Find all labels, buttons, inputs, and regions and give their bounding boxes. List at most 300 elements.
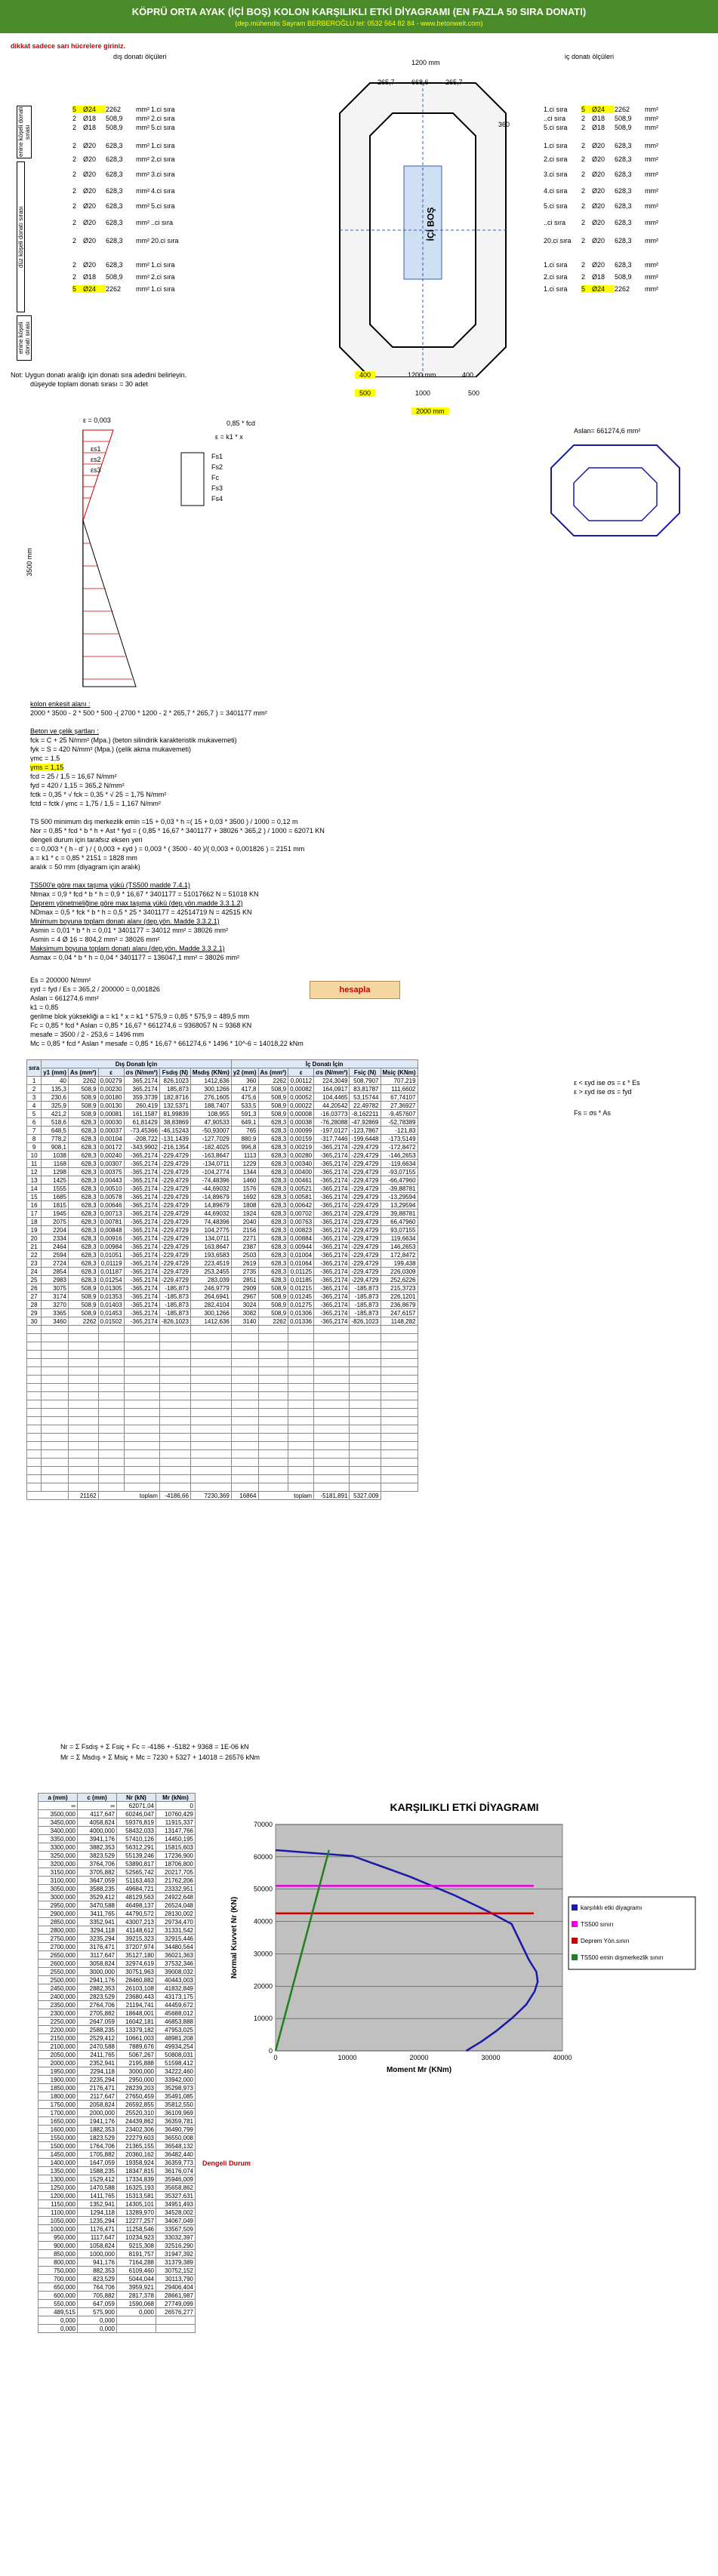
table-row	[27, 1176, 418, 1185]
diagram-cell: 489,515	[39, 2308, 78, 2316]
empty-cell	[381, 1450, 418, 1459]
diagram-cell: 1900,000	[39, 2076, 78, 2084]
col-header: Fsiç (N)	[350, 1068, 381, 1077]
table-cell: 104,2775	[190, 1226, 231, 1234]
table-cell: 15	[27, 1193, 42, 1201]
diagram-cell: 9215,308	[117, 2242, 156, 2250]
rebar-diameter[interactable]: Ø20	[83, 171, 97, 178]
table-cell: 1685	[42, 1193, 69, 1201]
rebar-diameter[interactable]: Ø24	[592, 285, 615, 293]
table-cell: 0,00443	[98, 1176, 124, 1185]
rebar-area: 628,3	[615, 219, 632, 226]
rebar-count[interactable]: 2	[581, 187, 586, 195]
diagram-cell: 550,000	[39, 2300, 78, 2308]
empty-cell	[98, 1434, 124, 1442]
rebar-diameter[interactable]: Ø20	[592, 187, 606, 195]
rebar-diameter[interactable]: Ø20	[592, 171, 606, 178]
table-cell: 0,01306	[288, 1309, 314, 1317]
table-cell: 163,8647	[190, 1243, 231, 1251]
rebar-unit: mm²	[136, 115, 149, 122]
diagram-cell: 28239,203	[117, 2084, 156, 2092]
table-cell: -74,48396	[190, 1176, 231, 1185]
table-cell: 22	[27, 1251, 42, 1259]
rebar-diameter[interactable]: Ø20	[592, 202, 606, 210]
col-header: y2 (mm)	[231, 1068, 258, 1077]
empty-cell	[288, 1351, 314, 1359]
diagram-row	[39, 2092, 196, 2101]
empty-row	[27, 1367, 418, 1376]
table-cell: -365,2174	[314, 1168, 350, 1176]
table-cell: 0,00081	[98, 1110, 124, 1118]
diagram-row	[39, 1877, 196, 1885]
empty-cell	[231, 1409, 258, 1417]
empty-cell	[350, 1326, 381, 1334]
table-cell: 188,7407	[190, 1102, 231, 1110]
table-cell: 628,3	[68, 1226, 98, 1234]
rebar-diameter[interactable]: Ø18	[83, 273, 97, 281]
title-bar	[0, 0, 718, 33]
outer-rebar-row	[72, 219, 269, 226]
empty-cell	[68, 1442, 98, 1450]
diagram-cell: 2100,000	[39, 2043, 78, 2051]
table-cell: 1412,636	[190, 1077, 231, 1085]
diagram-row	[39, 1810, 196, 1818]
diagram-cell: 2058,824	[78, 2101, 117, 2109]
empty-cell	[159, 1475, 190, 1483]
rebar-count[interactable]: 2	[72, 237, 77, 244]
rebar-area: 508,9	[615, 115, 632, 122]
table-cell: -365,2174	[314, 1259, 350, 1268]
diagram-cell: 1250,000	[39, 2184, 78, 2192]
diagram-cell: 2764,706	[78, 2001, 117, 2009]
table-cell: 1460	[231, 1176, 258, 1185]
rebar-count[interactable]: 2	[581, 237, 586, 244]
table-cell: 0,00112	[288, 1077, 314, 1085]
table-cell: 19	[27, 1226, 42, 1234]
table-cell: 508,9	[258, 1102, 288, 1110]
depth-label: 3500 mm	[25, 548, 33, 576]
diagram-row	[39, 2175, 196, 2184]
diagram-cell: 2647,059	[78, 2018, 117, 2026]
diagram-cell: 1600,000	[39, 2126, 78, 2134]
rebar-diameter[interactable]: Ø20	[592, 261, 606, 269]
diagram-cell: 2650,000	[39, 1951, 78, 1960]
empty-cell	[231, 1475, 258, 1483]
fcd-line: fcd = 25 / 1,5 = 16,67 N/mm²	[30, 773, 117, 780]
rebar-diameter[interactable]: Ø20	[83, 219, 97, 226]
outer-rebar-row	[72, 155, 269, 163]
empty-cell	[381, 1400, 418, 1409]
diagram-row	[39, 2084, 196, 2092]
diagram-cell: 41148,612	[117, 1926, 156, 1935]
diagram-cell: 2705,882	[78, 2009, 117, 2018]
empty-cell	[288, 1425, 314, 1434]
rebar-unit: mm²	[136, 155, 149, 163]
diagram-cell: 23402,306	[117, 2126, 156, 2134]
outer-rebar-row	[72, 261, 269, 269]
diagram-cell: 43173,175	[156, 1993, 196, 2001]
empty-row	[27, 1409, 418, 1417]
diagram-cell: 3500,000	[39, 1810, 78, 1818]
empty-cell	[68, 1483, 98, 1492]
empty-cell	[68, 1417, 98, 1425]
empty-cell	[159, 1367, 190, 1376]
diagram-cell: 37207,974	[117, 1943, 156, 1951]
rebar-area: 628,3	[615, 187, 632, 195]
table-cell: 27,36927	[381, 1102, 418, 1110]
rebar-unit: mm²	[645, 273, 658, 281]
table-cell: 628,3	[68, 1251, 98, 1259]
rebar-count[interactable]: 2	[72, 219, 77, 226]
table-cell: 508,9	[258, 1085, 288, 1093]
legend-entry: TS500 emin dışmerkezlik sınırı	[581, 1954, 664, 1961]
diagram-cell: 1200,000	[39, 2192, 78, 2200]
dim-bottom-left: 400	[355, 371, 375, 379]
rebar-unit: mm²	[645, 106, 658, 113]
empty-cell	[258, 1367, 288, 1376]
diagram-row	[39, 2076, 196, 2084]
empty-row	[27, 1467, 418, 1475]
rebar-area: 508,9	[106, 273, 123, 281]
table-cell: -229,4729	[159, 1218, 190, 1226]
table-cell: 8	[27, 1135, 42, 1143]
table-cell: 0,00082	[288, 1085, 314, 1093]
table-cell: 23	[27, 1259, 42, 1268]
empty-cell	[231, 1384, 258, 1392]
diagram-cell: 36021,363	[156, 1951, 196, 1960]
diagram-cell: 20217,705	[156, 1868, 196, 1877]
table-cell: 0,00030	[98, 1118, 124, 1127]
aralik-line[interactable]: aralık = 50 mm (diyagram için aralık)	[30, 863, 140, 871]
table-cell: -229,4729	[350, 1276, 381, 1284]
diagram-cell: 1058,824	[78, 2242, 117, 2250]
empty-row	[27, 1334, 418, 1342]
rebar-diameter[interactable]: Ø20	[592, 142, 606, 149]
outer-rebar-row	[72, 106, 269, 113]
rebar-area: 628,3	[106, 171, 123, 178]
rebar-diameter[interactable]: Ø20	[83, 155, 97, 163]
page-title: KÖPRÜ ORTA AYAK (İÇİ BOŞ) KOLON KARŞILIKLI ETKİ DİYAGRAMI (EN FAZLA 50 SIRA DONATI)	[131, 6, 587, 17]
rebar-diameter[interactable]: Ø20	[83, 142, 97, 149]
empty-cell	[190, 1359, 231, 1367]
table-cell: -365,2174	[124, 1218, 159, 1226]
empty-cell	[190, 1400, 231, 1409]
table-cell: -365,2174	[124, 1259, 159, 1268]
rebar-count[interactable]: 2	[581, 202, 586, 210]
diagram-cell: 33942,000	[156, 2076, 196, 2084]
empty-cell	[68, 1384, 98, 1392]
y-tick-label: 50000	[253, 1885, 273, 1893]
rebar-unit: mm²	[136, 142, 149, 149]
empty-cell	[231, 1434, 258, 1442]
rebar-count[interactable]: 5	[581, 106, 592, 113]
empty-cell	[350, 1351, 381, 1359]
empty-cell	[68, 1475, 98, 1483]
table-cell: 2503	[231, 1251, 258, 1259]
diagram-cell: 26576,277	[156, 2308, 196, 2316]
rebar-area: 2262	[615, 285, 630, 293]
diagram-row	[39, 1893, 196, 1901]
rebar-area: 2262	[106, 106, 122, 113]
empty-cell	[258, 1376, 288, 1384]
diagram-cell: 2352,941	[78, 2059, 117, 2067]
empty-cell	[288, 1359, 314, 1367]
rebar-diameter[interactable]: Ø18	[83, 124, 97, 131]
diagram-cell: 3294,118	[78, 1926, 117, 1935]
diagram-cell: 700,000	[39, 2275, 78, 2283]
diagram-row	[39, 1901, 196, 1910]
empty-cell	[381, 1326, 418, 1334]
eps-k-label: ε = k1 * x	[215, 433, 243, 441]
rebar-unit: mm²	[136, 171, 149, 178]
calculate-button[interactable]: hesapla	[310, 981, 400, 999]
diagram-cell: 12277,257	[117, 2217, 156, 2225]
empty-cell	[314, 1434, 350, 1442]
outer-rebar-row	[72, 202, 269, 210]
table-cell: -365,2174	[124, 1210, 159, 1218]
rebar-diameter[interactable]: Ø20	[83, 187, 97, 195]
total-cell: 16864	[231, 1492, 258, 1500]
rebar-count[interactable]: 2	[581, 124, 586, 131]
diagram-cell: 575,900	[78, 2308, 117, 2316]
empty-cell	[98, 1400, 124, 1409]
diagram-cell: 2950,000	[117, 2076, 156, 2084]
col-header: ε	[288, 1068, 314, 1077]
empty-cell	[98, 1376, 124, 1384]
table-cell: 0,01119	[98, 1259, 124, 1268]
es-line: Es = 200000 N/mm²	[30, 976, 91, 984]
table-cell: -365,2174	[314, 1193, 350, 1201]
rebar-count[interactable]: 2	[72, 171, 77, 178]
diagram-cell: 45688,012	[156, 2009, 196, 2018]
diagram-row	[39, 2051, 196, 2059]
table-cell: -229,4729	[159, 1193, 190, 1201]
rebar-count[interactable]: 2	[581, 115, 586, 122]
diagram-cell: 26524,048	[156, 1901, 196, 1910]
diagram-cell: 950,000	[39, 2233, 78, 2242]
diagram-cell: 51598,412	[156, 2059, 196, 2067]
col-header: σs (N/mm²)	[124, 1068, 159, 1077]
table-cell: 508,9	[68, 1102, 98, 1110]
y-tick-label: 70000	[253, 1821, 273, 1828]
diagram-cell: 10234,923	[117, 2233, 156, 2242]
rebar-count[interactable]: 2	[581, 219, 586, 226]
rebar-unit: mm²	[645, 237, 658, 244]
rebar-unit: mm²	[136, 285, 149, 293]
empty-cell	[190, 1434, 231, 1442]
empty-cell	[258, 1359, 288, 1367]
dim-wall-mid: 1000	[415, 389, 431, 397]
empty-cell	[124, 1326, 159, 1334]
dim-inner-offset: 360	[498, 121, 510, 128]
diagram-cell: 3235,294	[78, 1935, 117, 1943]
table-cell: 365,2174	[124, 1085, 159, 1093]
table-cell: 628,3	[258, 1243, 288, 1251]
table-cell: 135,3	[42, 1085, 69, 1093]
rebar-count[interactable]: 2	[581, 171, 586, 178]
table-cell: -123,7867	[350, 1127, 381, 1135]
rebar-diameter[interactable]: Ø24	[592, 106, 615, 113]
table-cell: 508,9	[68, 1293, 98, 1301]
table-cell: 28	[27, 1301, 42, 1309]
rebar-unit: mm²	[136, 237, 149, 244]
rebar-diameter[interactable]: Ø20	[592, 237, 606, 244]
empty-cell	[42, 1475, 69, 1483]
table-cell: 282,4104	[190, 1301, 231, 1309]
table-cell: 108,955	[190, 1110, 231, 1118]
table-cell: 2967	[231, 1293, 258, 1301]
table-cell: 44,20542	[314, 1102, 350, 1110]
table-cell: -229,4729	[159, 1151, 190, 1160]
diagram-row	[39, 1802, 196, 1810]
empty-cell	[190, 1384, 231, 1392]
table-cell: -365,2174	[314, 1243, 350, 1251]
table-cell: 1344	[231, 1168, 258, 1176]
empty-cell	[124, 1334, 159, 1342]
rebar-row-label: 2.ci sıra	[151, 155, 175, 163]
table-cell: -229,4729	[159, 1201, 190, 1210]
empty-cell	[350, 1392, 381, 1400]
table-row	[27, 1218, 418, 1226]
rebar-diameter[interactable]: Ø20	[592, 219, 606, 226]
table-cell: 0,00510	[98, 1185, 124, 1193]
outer-rebar-row	[72, 124, 269, 131]
empty-cell	[190, 1326, 231, 1334]
rebar-diameter[interactable]: Ø24	[83, 285, 106, 293]
rebar-count[interactable]: 2	[581, 142, 586, 149]
fctk-line: fctk = 0,35 * √ fck = 0,35 * √ 25 = 1,75 N/mm²	[30, 791, 167, 798]
diagram-cell: 2470,588	[78, 2043, 117, 2051]
rebar-unit: mm²	[645, 219, 658, 226]
a-line: a = k1 * c = 0,85 * 2151 = 1828 mm	[30, 854, 137, 862]
diagram-cell: 16042,181	[117, 2018, 156, 2026]
rebar-area: 628,3	[106, 202, 123, 210]
rebar-diameter[interactable]: Ø20	[592, 155, 606, 163]
inner-rebar-row	[544, 261, 718, 269]
empty-cell	[231, 1483, 258, 1492]
diagram-row	[39, 2150, 196, 2159]
empty-cell	[258, 1334, 288, 1342]
diagram-cell: 36490,799	[156, 2126, 196, 2134]
dim-chamfer-left: 265,7	[377, 78, 395, 86]
rebar-count[interactable]: 2	[72, 202, 77, 210]
rebar-diameter[interactable]: Ø20	[83, 202, 97, 210]
rebar-count[interactable]: 2	[581, 273, 586, 281]
outer-rebar-row	[72, 237, 269, 244]
rebar-count[interactable]: 2	[72, 155, 77, 163]
rebar-diameter[interactable]: Ø20	[83, 261, 97, 269]
legend-swatch	[572, 1904, 578, 1910]
rebar-count[interactable]: 2	[72, 115, 77, 122]
table-cell: 628,3	[258, 1193, 288, 1201]
diagram-cell: 23680,443	[117, 1993, 156, 2001]
empty-cell	[190, 1367, 231, 1376]
diagram-cell: 2000,000	[39, 2059, 78, 2067]
rebar-count[interactable]: 2	[72, 142, 77, 149]
diagram-cell: 49684,721	[117, 1885, 156, 1893]
rebar-diameter[interactable]: Ø24	[83, 106, 106, 113]
rebar-count[interactable]: 5	[72, 285, 83, 293]
empty-cell	[190, 1442, 231, 1450]
rebar-diameter[interactable]: Ø18	[83, 115, 97, 122]
inner-rebar-row	[544, 187, 718, 195]
rebar-row-label: 5.ci sıra	[544, 202, 568, 210]
diagram-cell: 35491,085	[156, 2092, 196, 2101]
diagram-row	[39, 2067, 196, 2076]
diagram-row	[39, 2192, 196, 2200]
table-row	[27, 1077, 418, 1085]
empty-cell	[68, 1367, 98, 1376]
table-cell: -365,2174	[314, 1151, 350, 1160]
table-cell: 283,039	[190, 1276, 231, 1284]
note-bottom: Not: Uygun donatı aralığı için donatı sıra adedini belirleyin.	[11, 371, 187, 379]
table-cell: -365,2174	[124, 1317, 159, 1326]
table-cell: 61,81429	[124, 1118, 159, 1127]
empty-cell	[381, 1334, 418, 1342]
col-header: Msdış (KNm)	[190, 1068, 231, 1077]
empty-cell	[159, 1409, 190, 1417]
rebar-count[interactable]: 2	[72, 261, 77, 269]
empty-cell	[98, 1475, 124, 1483]
table-cell: 223,4519	[190, 1259, 231, 1268]
table-cell: 0,00375	[98, 1168, 124, 1176]
empty-cell	[98, 1351, 124, 1359]
table-cell: 247,6157	[381, 1309, 418, 1317]
diagram-cell: 3117,647	[78, 1951, 117, 1960]
table-cell: -14,89679	[190, 1193, 231, 1201]
rebar-count[interactable]: 2	[581, 155, 586, 163]
rebar-diameter[interactable]: Ø18	[592, 273, 606, 281]
table-row	[27, 1193, 418, 1201]
table-cell: 0,00240	[98, 1151, 124, 1160]
table-cell: -163,8647	[190, 1151, 231, 1160]
diagram-cell: 1350,000	[39, 2167, 78, 2175]
table-cell: 2262	[68, 1077, 98, 1085]
rebar-diameter[interactable]: Ø18	[592, 124, 606, 131]
ts500-emin: TS 500 minimum dış merkezlik emin =15 + 0,03 * h =( 15 + 0,03 * 3500 ) / 1000 = 0,12 m	[30, 818, 298, 825]
empty-cell	[381, 1359, 418, 1367]
rebar-diameter[interactable]: Ø18	[592, 115, 606, 122]
col-header: σs (N/mm²)	[314, 1068, 350, 1077]
table-cell: 2735	[231, 1268, 258, 1276]
rebar-count[interactable]: 2	[72, 273, 77, 281]
rebar-count[interactable]: 2	[72, 124, 77, 131]
table-cell: 25	[27, 1276, 42, 1284]
rebar-area: 508,9	[106, 124, 123, 131]
rebar-count[interactable]: 5	[72, 106, 83, 113]
diagram-cell: 50808,031	[156, 2051, 196, 2059]
rebar-diameter[interactable]: Ø20	[83, 237, 97, 244]
empty-cell	[27, 1442, 42, 1450]
table-cell: 0,00646	[98, 1201, 124, 1210]
empty-cell	[27, 1359, 42, 1367]
diagram-row	[39, 1852, 196, 1860]
rebar-count[interactable]: 2	[72, 187, 77, 195]
rebar-row-label: 5.ci sıra	[151, 202, 175, 210]
y-tick-label: 0	[268, 2047, 273, 2055]
diagram-cell: 7889,676	[117, 2043, 156, 2051]
diagram-cell: 2750,000	[39, 1935, 78, 1943]
rebar-count[interactable]: 5	[581, 285, 592, 293]
table-cell: 182,8716	[159, 1093, 190, 1102]
empty-cell	[190, 1342, 231, 1351]
diagram-cell: 2176,471	[78, 2084, 117, 2092]
diagram-cell: 44790,572	[117, 1910, 156, 1918]
diagram-cell: 941,176	[78, 2258, 117, 2267]
diagram-row	[39, 2200, 196, 2209]
rebar-count[interactable]: 2	[581, 261, 586, 269]
table-row	[27, 1085, 418, 1093]
